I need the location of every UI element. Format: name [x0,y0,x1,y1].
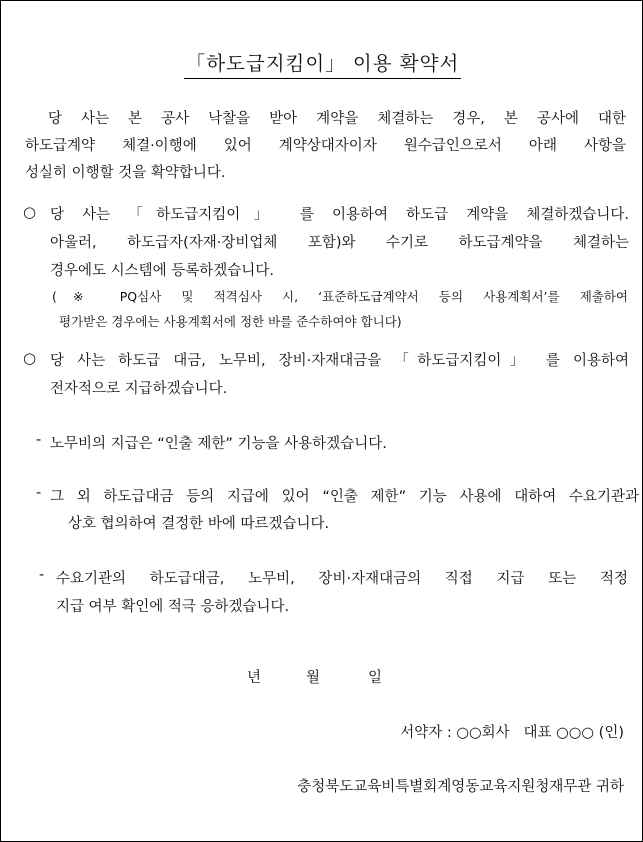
item1-line-1: 당 사는 「하도급지킴이」 를 이용하여 하도급 계약을 체결하겠습니다. [50,207,629,223]
signer-line: 서약자 : ○○회사 대표 ○○○ (인) [400,725,624,741]
date-year: 년 [247,670,262,686]
dash-item-2-line-1: 그 외 하도급대금 등의 지급에 있어 “인출 제한” 기능 사용에 대하여 수요기관과 [50,489,639,505]
item2-line-2: 전자적으로 지급하겠습니다. [50,381,228,397]
intro-line-2: 하도급계약 체결·이행에 있어 계약상대자이자 원수급인으로서 아래 사항을 [25,138,626,154]
dash-marker: - [36,485,42,501]
dash-marker: - [39,567,45,583]
document-title: 「하도급지킴이」 이용 확약서 [1,48,643,79]
dash-item-3-line-1: 수요기관의 하도급대금, 노무비, 장비·자재대금의 직접 지급 또는 적정 [56,571,628,587]
date-day: 일 [368,670,383,686]
dash-item-3-line-2: 지급 여부 확인에 적극 응하겠습니다. [56,599,290,615]
dash-marker: - [36,432,42,448]
note-line-1: (※ PQ심사 및 적격심사 시, ‘표준하도급계약서 등의 사용계획서’를 제출하여 [52,289,628,304]
addressee: 충청북도교육비특별회계영동교육지원청재무관 귀하 [297,779,624,795]
dash-item-2-line-2: 상호 협의하여 결정한 바에 따르겠습니다. [68,516,330,532]
bullet-circle-icon: ○ [23,203,37,221]
intro-line-1: 당 사는 본 공사 낙찰을 받아 계약을 체결하는 경우, 본 공사에 대한 [48,111,626,127]
intro-line-3: 성실히 이행할 것을 확약합니다. [25,165,226,181]
date-month: 월 [306,670,321,686]
item2-line-1: 당 사는 하도급 대금, 노무비, 장비·자재대금을 「하도급지킴이」 를 이용하여 [50,353,629,369]
dash-item-1: 노무비의 지급은 “인출 제한” 기능을 사용하겠습니다. [50,436,387,452]
item1-line-2: 아울러, 하도급자(자재·장비업체 포함)와 수기로 하도급계약을 체결하는 [50,235,629,251]
bullet-circle-icon: ○ [23,349,37,367]
item1-line-3: 경우에도 시스템에 등록하겠습니다. [50,263,274,279]
note-line-2: 평가받은 경우에는 사용계획서에 정한 바를 준수하여야 합니다) [59,314,402,329]
